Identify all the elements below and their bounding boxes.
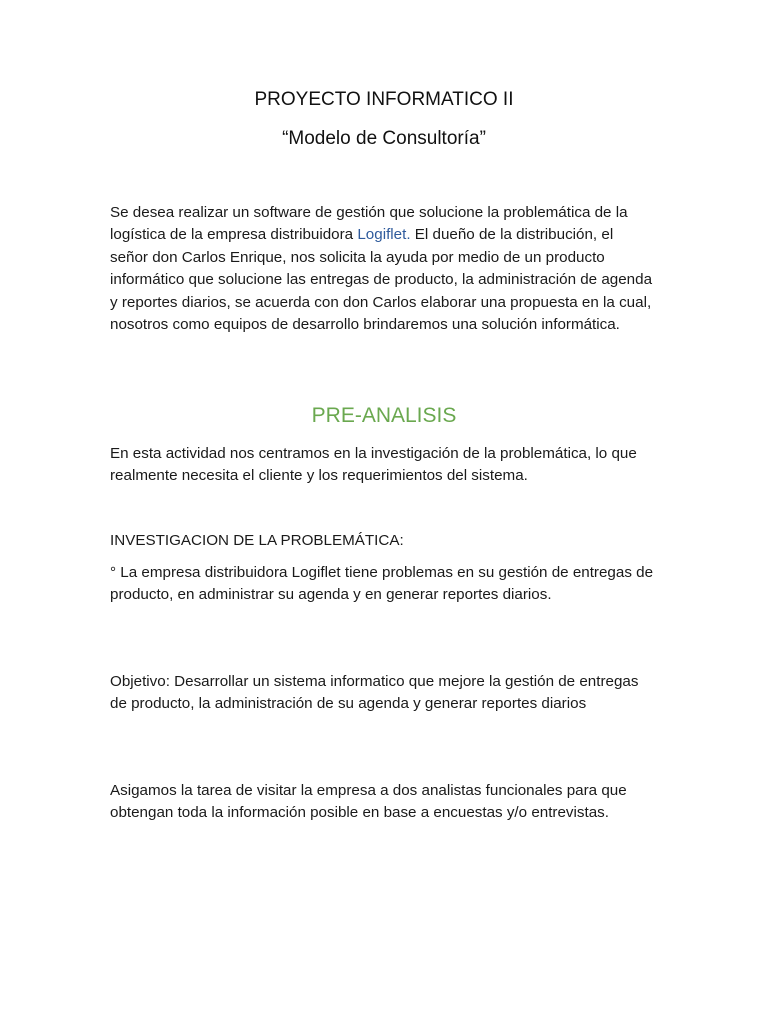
company-link[interactable]: Logiflet. [357,226,411,244]
activity-paragraph: En esta actividad nos centramos en la investigación de la problemática, lo que realmente necesita el cliente y los requerimientos del sistema. [110,445,637,485]
intro-text-part1: Se desea realizar un software de gestión que solucione la problemática de la logística de la empresa distribuidora [110,204,628,244]
investigation-heading: INVESTIGACION DE LA PROBLEMÁTICA: [110,532,404,549]
intro-text-part2: El dueño de la distribución, el señor don Carlos Enrique, nos solicita la ayuda por medio de un producto informático que solucione las entregas de producto, la administración de agenda y reportes diarios, se acuerda con don Carlos elaborar una propuesta en la cual, nosotros como equipos de desarrollo brindaremos una solución informática. [110,226,653,334]
assignment-paragraph: Asigamos la tarea de visitar la empresa a dos analistas funcionales para que obtengan toda la información posible en base a encuestas y/o entrevistas. [110,782,627,822]
objective-paragraph: Objetivo: Desarrollar un sistema informatico que mejore la gestión de entregas de producto, la administración de su agenda y generar reportes diarios [110,673,639,713]
intro-paragraph [110,202,655,336]
document-subtitle: “Modelo de Consultoría” [282,128,486,149]
section-heading-pre-analisis: PRE-ANALISIS [311,404,457,427]
investigation-paragraph: ° La empresa distribuidora Logiflet tiene problemas en su gestión de entregas de producto, en administrar su agenda y en generar reportes diarios. [110,564,654,604]
document-title: PROYECTO INFORMATICO II [254,89,514,110]
